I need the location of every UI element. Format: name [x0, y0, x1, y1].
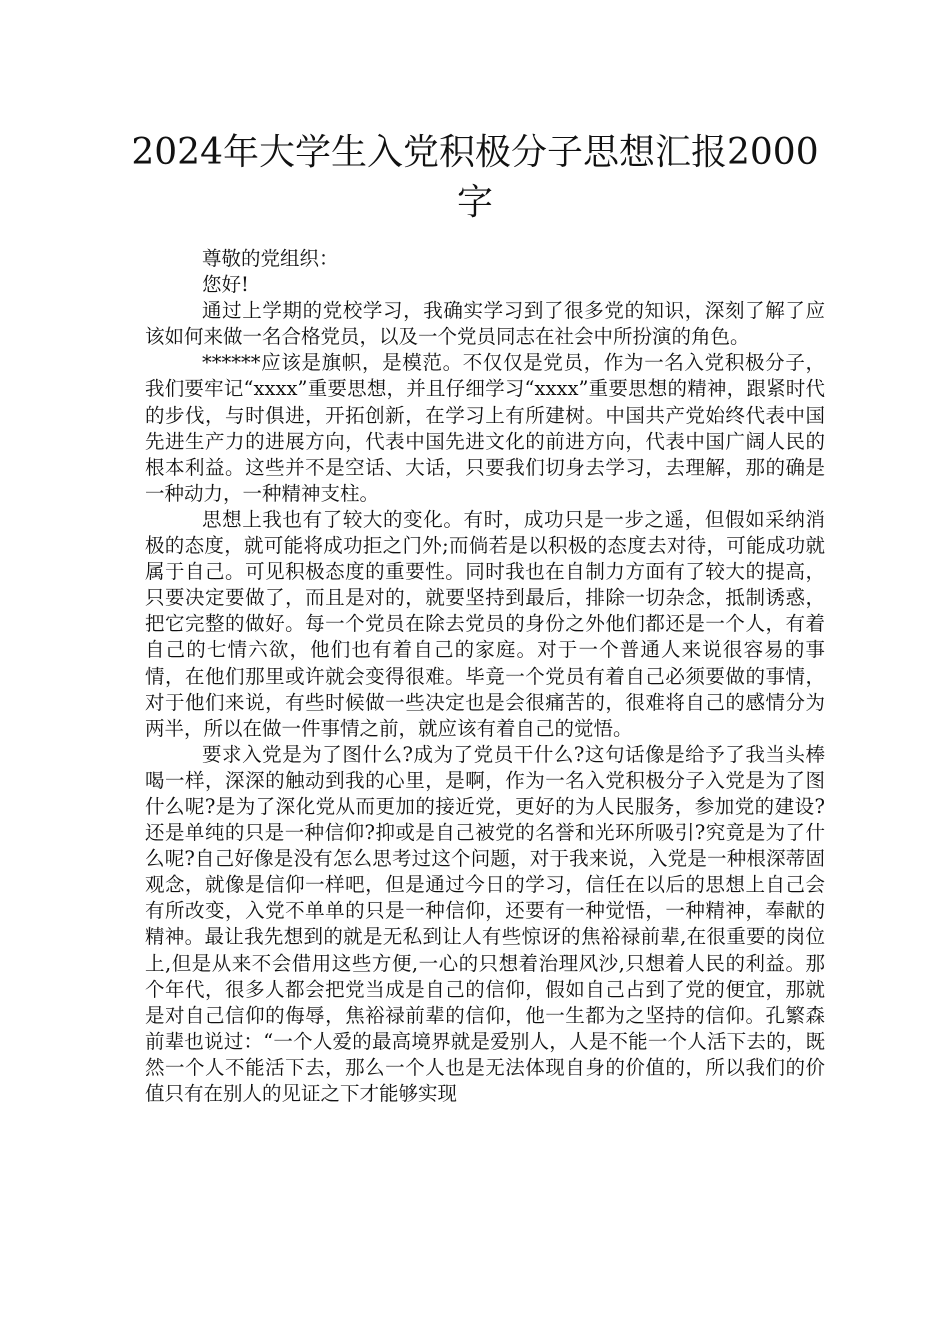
- paragraph-1: 通过上学期的党校学习，我确实学习到了很多党的知识，深刻了解了应该如何来做一名合格党员，以及一个党员同志在社会中所扮演的角色。: [145, 299, 825, 349]
- paragraph-3: 思想上我也有了较大的变化。有时，成功只是一步之遥，但假如采纳消极的态度，就可能将成功拒之门外;而倘若是以积极的态度去对待，可能成功就属于自己。可见积极态度的重要性。同时我也在自制力方面有了较大的提高，只要决定要做了，而且是对的，就要坚持到最后，排除一切杂念，抵制诱惑，把它完整的做好。每一个党员在除去党员的身份之外他们都还是一个人，有着自己的七情六欲，他们也有着自己的家庭。对于一个普通人来说很容易的事情，在他们那里或许就会变得很难。毕竟一个党员有着自己必须要做的事情，对于他们来说，有些时候做一些决定也是会很痛苦的，很难将自己的感情分为两半，所以在做一件事情之前，就应该有着自己的觉悟。: [145, 507, 825, 740]
- paragraph-4: 要求入党是为了图什么?成为了党员干什么?这句话像是给予了我当头棒喝一样，深深的触动到我的心里，是啊，作为一名入党积极分子入党是为了图什么呢?是为了深化党从而更加的接近党，更好的为人民服务，参加党的建设?还是单纯的只是一种信仰?抑或是自己被党的名誉和光环所吸引?究竟是为了什么呢?自己好像是没有怎么思考过这个问题，对于我来说，入党是一种根深蒂固观念，就像是信仰一样吧，但是通过今日的学习，信任在以后的思想上自己会有所改变，入党不单单的只是一种信仰，还要有一种觉悟，一种精神，奉献的精神。最让我先想到的就是无私到让人有些惊讶的焦裕禄前辈,在很重要的岗位上,但是从来不会借用这些方便,一心的只想着治理风沙,只想着人民的利益。那个年代，很多人都会把党当成是自己的信仰，假如自己占到了党的便宜，那就是对自己信仰的侮辱，焦裕禄前辈的信仰，他一生都为之坚持的信仰。孔繁森前辈也说过：“一个人爱的最高境界就是爱别人，人是不能一个人活下去的，既然一个人不能活下去，那么一个人也是无法体现自身的价值的，所以我们的价值只有在别人的见证之下才能够实现: [145, 742, 825, 1105]
- paragraph-2: ******应该是旗帜，是模范。不仅仅是党员，作为一名入党积极分子，我们要牢记“xxxx”重要思想，并且仔细学习“xxxx”重要思想的精神，跟紧时代的步伐，与时俱进，开拓创新，在学习上有所建树。中国共产党始终代表中国先进生产力的进展方向，代表中国先进文化的前进方向，代表中国广阔人民的根本利益。这些并不是空话、大话，只要我们切身去学习，去理解，那的确是一种动力，一种精神支柱。: [145, 351, 825, 505]
- document-title: 2024年大学生入党积极分子思想汇报2000字: [131, 132, 819, 223]
- salutation: 尊敬的党组织：: [202, 247, 339, 270]
- document-body: [145, 246, 825, 1107]
- greeting: 您好!: [202, 273, 249, 297]
